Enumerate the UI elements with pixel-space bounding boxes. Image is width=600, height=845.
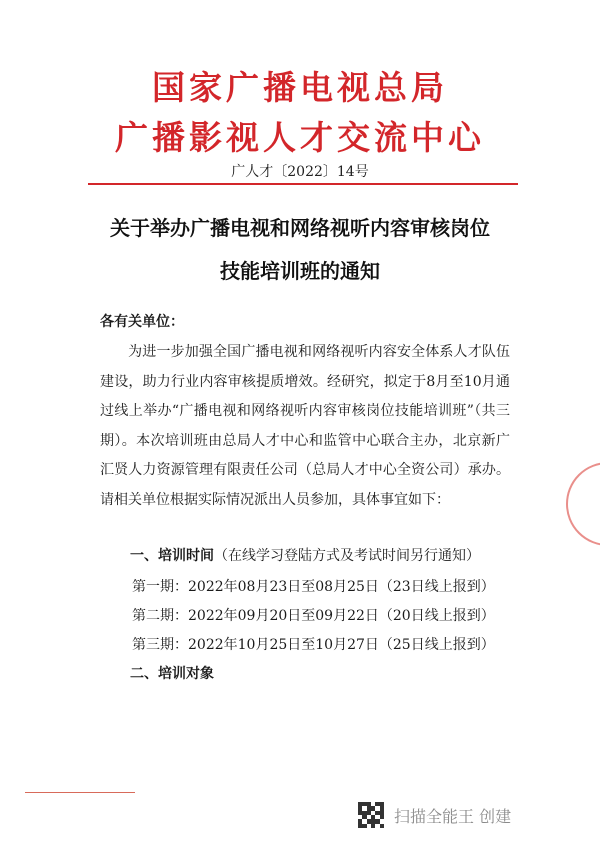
section-2-heading: 二、培训对象 — [130, 666, 214, 682]
seal-stamp — [566, 462, 600, 546]
footer-divider — [25, 792, 135, 793]
notice-title-line1: 关于举办广播电视和网络视听内容审核岗位 — [110, 216, 490, 240]
section-training-time — [130, 545, 480, 565]
phase-3: 第三期：2022年10月25日至10月27日（25日线上报到） — [132, 637, 495, 653]
qr-code-icon — [358, 802, 384, 828]
section-1-note: （在线学习登陆方式及考试时间另行通知） — [214, 548, 480, 564]
org-name-line2: 广播影视人才交流中心 — [115, 118, 485, 157]
phase-2: 第二期：2022年09月20日至09月22日（20日线上报到） — [132, 608, 495, 624]
salutation: 各有关单位： — [100, 314, 184, 330]
body-paragraph-text: 为进一步加强全国广播电视和网络视听内容安全体系人才队伍建设，助力行业内容审核提质增效。经研究，拟定于8月至10月通过线上举办“广播电视和网络视听内容审核岗位技能培训班”（共三期）。本次培训班由总局人才中心和监管中心联合主办，北京新广汇贤人力资源管理有限责任公司（总局人才中心全资公司）承办。请相关单位根据实际情况派出人员参加，具体事宜如下： — [100, 344, 510, 508]
header-divider — [88, 183, 518, 185]
org-name-line1: 国家广播电视总局 — [152, 68, 448, 107]
notice-title-line2: 技能培训班的通知 — [220, 259, 380, 283]
phase-1: 第一期：2022年08月23日至08月25日（23日线上报到） — [132, 579, 495, 595]
watermark-text: 扫描全能王 创建 — [394, 806, 512, 826]
scanner-watermark — [358, 800, 511, 830]
section-1-heading: 一、培训时间 — [130, 548, 214, 564]
document-number: 广人才〔2022〕14号 — [231, 164, 369, 180]
body-paragraph — [100, 338, 510, 515]
